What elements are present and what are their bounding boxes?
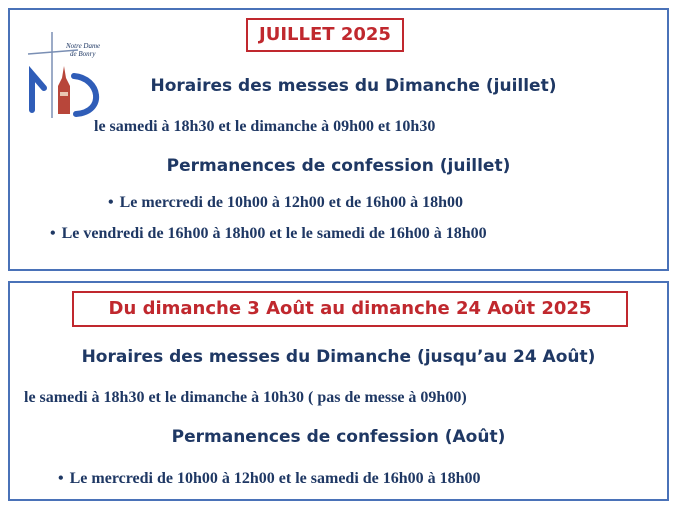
confession-item-text: Le mercredi de 10h00 à 12h00 et le samedi de 16h00 à 18h00 xyxy=(69,470,481,487)
parish-logo xyxy=(22,28,112,120)
period-badge: Du dimanche 3 Août au dimanche 24 Août 2025 xyxy=(72,291,628,327)
confession-item xyxy=(50,225,487,243)
bullet-icon: • xyxy=(58,470,64,487)
bullet-icon: • xyxy=(50,225,56,242)
confession-item xyxy=(108,194,463,212)
july-panel xyxy=(8,8,669,271)
confession-item-text: Le mercredi de 10h00 à 12h00 et de 16h00 à 18h00 xyxy=(119,194,464,211)
month-badge: JUILLET 2025 xyxy=(246,18,404,52)
bullet-icon: • xyxy=(108,194,114,211)
masses-text: le samedi à 18h30 et le dimanche à 10h30 ( pas de messe à 09h00) xyxy=(24,389,467,406)
confession-item-text: Le vendredi de 16h00 à 18h00 et le le samedi de 16h00 à 18h00 xyxy=(61,225,487,242)
logo-text-1: Notre Dame xyxy=(66,42,101,50)
confession-item xyxy=(58,470,481,488)
august-panel xyxy=(8,281,669,501)
confession-heading: Permanences de confession (Août) xyxy=(171,427,506,447)
confession-heading: Permanences de confession (juillet) xyxy=(166,156,511,176)
masses-heading: Horaires des messes du Dimanche (jusqu’au 24 Août) xyxy=(81,347,596,367)
logo-text-2: de Bonry xyxy=(70,50,96,58)
masses-text: le samedi à 18h30 et le dimanche à 09h00 et 10h30 xyxy=(94,118,436,135)
masses-heading: Horaires des messes du Dimanche (juillet) xyxy=(150,76,557,96)
